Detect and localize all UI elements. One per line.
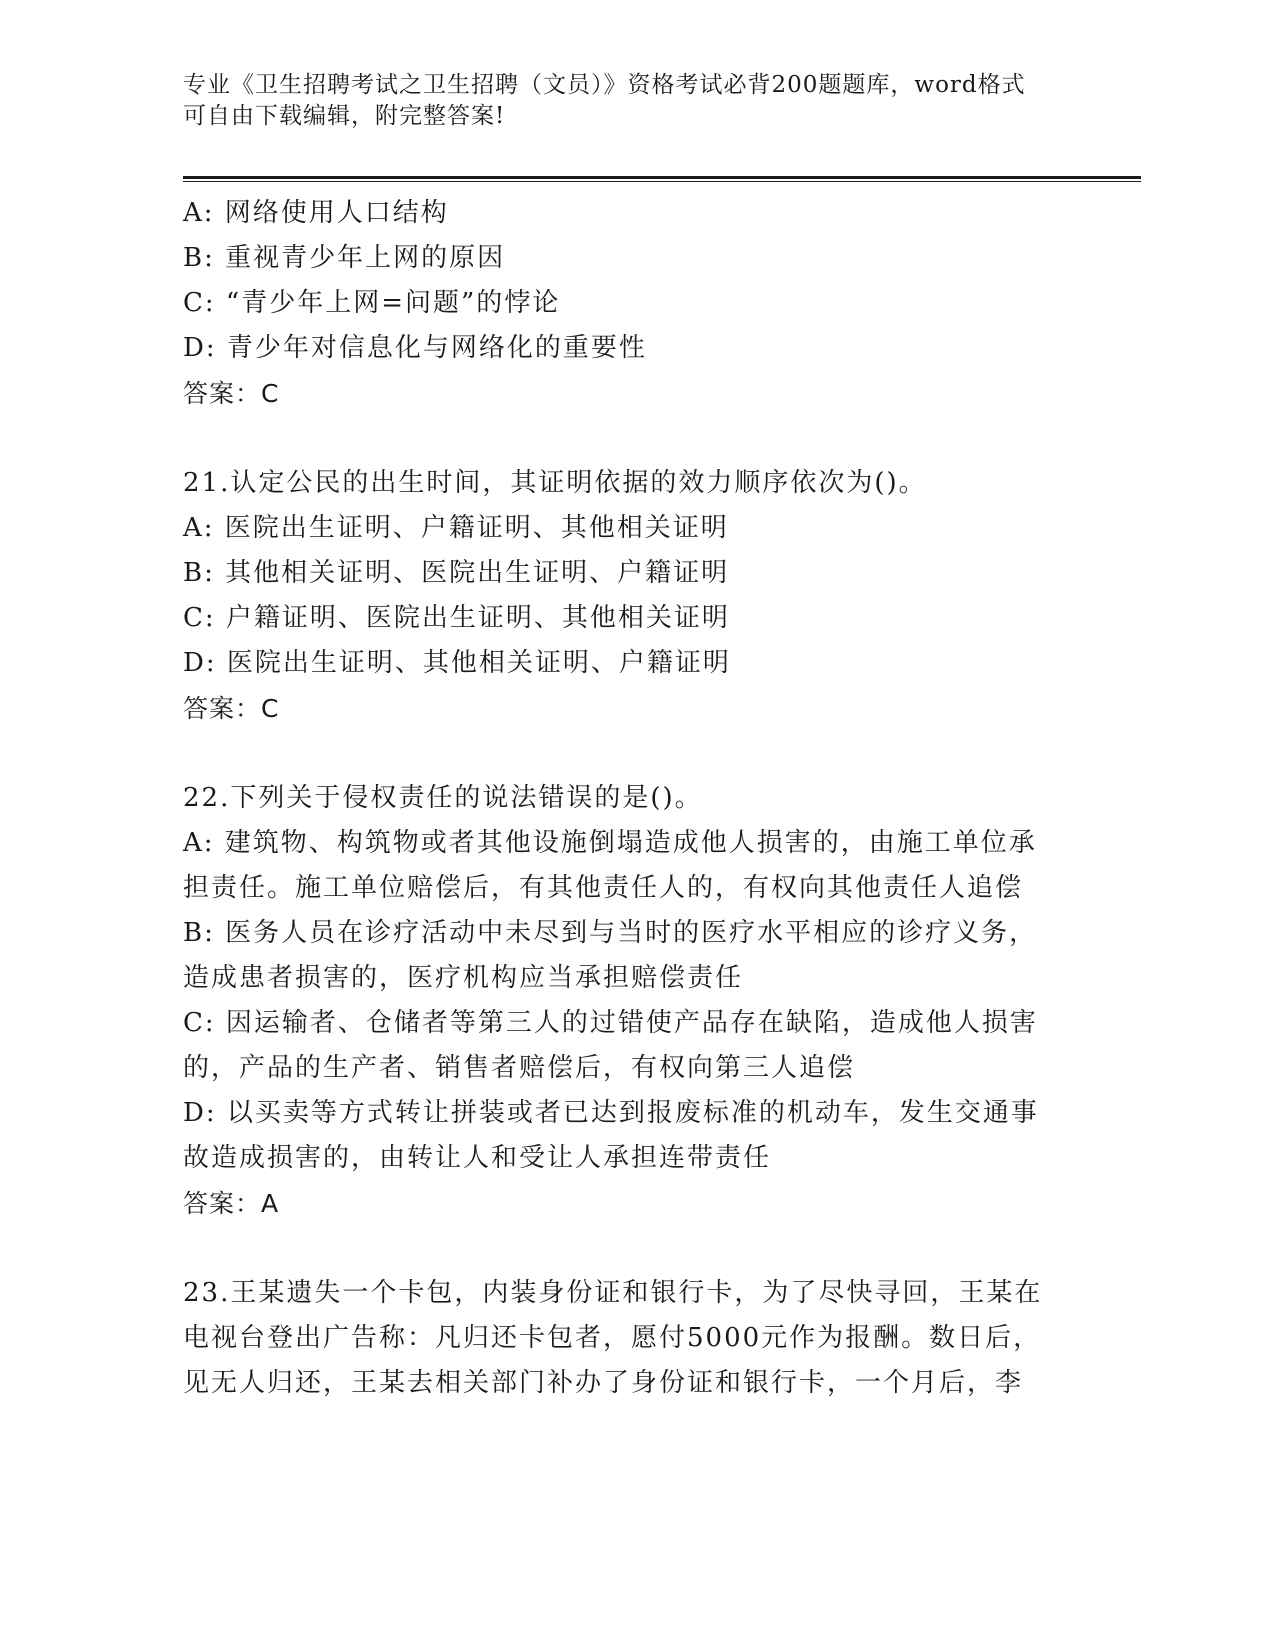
question-stem: 22.下列关于侵权责任的说法错误的是()。 — [183, 783, 703, 813]
question-stem-line-3: 见无人归还，王某去相关部门补办了身份证和银行卡，一个月后，李 — [183, 1368, 1024, 1398]
option-c-line-2: 的，产品的生产者、销售者赔偿后，有权向第三人追偿 — [183, 1053, 856, 1083]
header-rule-thin — [183, 181, 1141, 182]
option-a-line-1: A: 建筑物、构筑物或者其他设施倒塌造成他人损害的，由施工单位承 — [183, 828, 1037, 858]
spacer — [183, 1226, 1063, 1271]
question-20 — [183, 191, 1063, 416]
option-d: D: 青少年对信息化与网络化的重要性 — [183, 333, 647, 363]
option-a: A: 医院出生证明、户籍证明、其他相关证明 — [183, 513, 729, 543]
document-header — [183, 70, 1063, 132]
header-line-2: 可自由下载编辑，附完整答案! — [183, 103, 506, 129]
option-a: A: 网络使用人口结构 — [183, 198, 449, 228]
question-22 — [183, 776, 1063, 1226]
option-d-line-1: D: 以买卖等方式转让拼装或者已达到报废标准的机动车，发生交通事 — [183, 1098, 1039, 1128]
spacer — [183, 731, 1063, 776]
option-c: C: 户籍证明、医院出生证明、其他相关证明 — [183, 603, 730, 633]
option-c: C: “青少年上网=问题”的悖论 — [183, 288, 561, 318]
spacer — [183, 416, 1063, 461]
question-23 — [183, 1271, 1063, 1406]
answer: 答案：C — [183, 379, 280, 408]
option-b: B: 重视青少年上网的原因 — [183, 243, 506, 273]
header-line-1: 专业《卫生招聘考试之卫生招聘（文员）》资格考试必背200题题库，word格式 — [183, 72, 1026, 98]
question-stem: 21.认定公民的出生时间，其证明依据的效力顺序依次为()。 — [183, 468, 927, 498]
option-d-line-2: 故造成损害的，由转让人和受让人承担连带责任 — [183, 1143, 772, 1173]
question-list — [183, 191, 1063, 1406]
option-a-line-2: 担责任。施工单位赔偿后，有其他责任人的，有权向其他责任人追偿 — [183, 873, 1024, 903]
question-stem-line-2: 电视台登出广告称：凡归还卡包者，愿付5000元作为报酬。数日后， — [183, 1323, 1042, 1353]
option-b: B: 其他相关证明、医院出生证明、户籍证明 — [183, 558, 730, 588]
answer: 答案：A — [183, 1189, 280, 1218]
question-21 — [183, 461, 1063, 731]
option-d: D: 医院出生证明、其他相关证明、户籍证明 — [183, 648, 731, 678]
option-b-line-2: 造成患者损害的，医疗机构应当承担赔偿责任 — [183, 963, 744, 993]
header-rule-thick — [183, 176, 1141, 179]
answer: 答案：C — [183, 694, 280, 723]
option-b-line-1: B: 医务人员在诊疗活动中未尽到与当时的医疗水平相应的诊疗义务， — [183, 918, 1038, 948]
question-stem-line-1: 23.王某遗失一个卡包，内装身份证和银行卡，为了尽快寻回，王某在 — [183, 1278, 1043, 1308]
option-c-line-1: C: 因运输者、仓储者等第三人的过错使产品存在缺陷，造成他人损害 — [183, 1008, 1038, 1038]
